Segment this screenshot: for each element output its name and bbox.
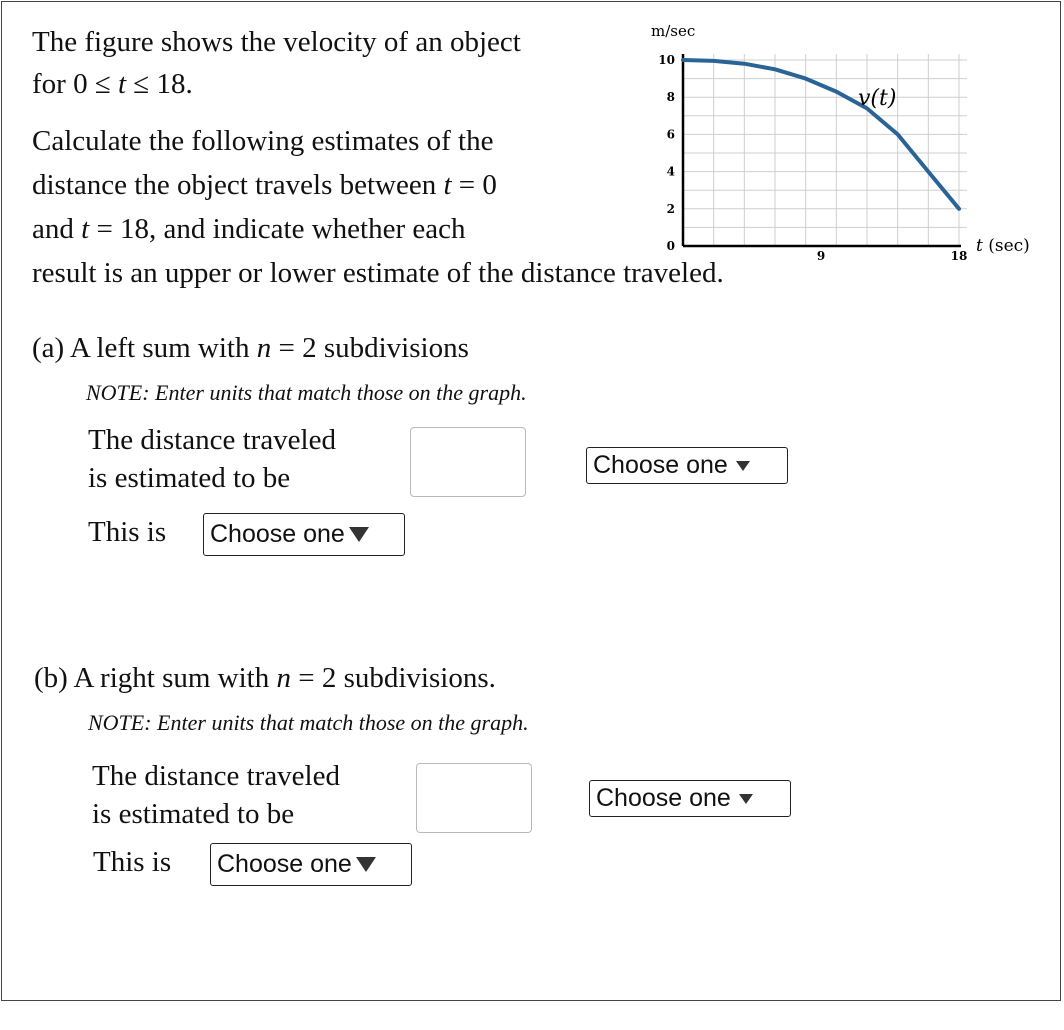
intro-line-2: for 0 ≤ t ≤ 18. <box>32 68 193 100</box>
part-a-distance-label: The distance traveled is estimated to be <box>88 424 336 494</box>
chevron-down-icon <box>736 461 750 471</box>
part-b-note: NOTE: Enter units that match those on the graph. <box>88 710 529 735</box>
y-tick-label: 6 <box>666 127 675 142</box>
part-a-note: NOTE: Enter units that match those on the graph. <box>86 380 527 405</box>
intro-para2-line-2: distance the object travels between t = 0 <box>32 169 497 201</box>
part-a-distance-input[interactable] <box>410 427 526 497</box>
part-b-units-select[interactable]: Choose one <box>589 780 791 817</box>
chart-grid <box>683 54 967 246</box>
part-b-distance-label: The distance traveled is estimated to be <box>92 760 340 830</box>
y-tick-label: 10 <box>658 53 675 67</box>
chevron-down-icon <box>739 794 753 804</box>
part-a-units-select[interactable]: Choose one <box>586 447 788 484</box>
chart-axes <box>683 54 961 246</box>
part-b-estimate-select[interactable]: Choose one <box>210 843 412 886</box>
intro-para2-line-4: result is an upper or lower estimate of the distance traveled. <box>32 257 724 289</box>
part-b-label: (b) A right sum with n = 2 subdivisions. <box>34 662 496 694</box>
y-tick-label: 2 <box>666 201 675 216</box>
chevron-down-icon <box>349 527 369 542</box>
x-tick-label: 9 <box>816 249 826 263</box>
y-tick-label: 4 <box>666 164 675 179</box>
chart-x-label: t (sec) <box>976 236 1030 256</box>
intro-para2-line-1: Calculate the following estimates of the <box>32 125 494 157</box>
part-a-this-is-label: This is <box>88 516 167 548</box>
y-tick-label: 8 <box>666 90 675 105</box>
part-a-estimate-select[interactable]: Choose one <box>203 513 405 556</box>
chart-curve-label: v(t) <box>858 86 897 111</box>
x-tick-label: 18 <box>950 249 968 263</box>
chart-ticks <box>658 53 967 263</box>
part-a-label: (a) A left sum with n = 2 subdivisions <box>32 332 469 364</box>
chart-y-label: m/sec <box>651 22 696 40</box>
y-tick-label: 0 <box>666 239 675 253</box>
velocity-chart <box>640 14 1050 264</box>
intro-para2-line-3: and t = 18, and indicate whether each <box>32 213 466 245</box>
intro-line-1: The figure shows the velocity of an object <box>32 26 521 58</box>
chevron-down-icon <box>356 857 376 872</box>
part-b-this-is-label: This is <box>93 846 172 878</box>
part-b-distance-input[interactable] <box>416 763 532 833</box>
